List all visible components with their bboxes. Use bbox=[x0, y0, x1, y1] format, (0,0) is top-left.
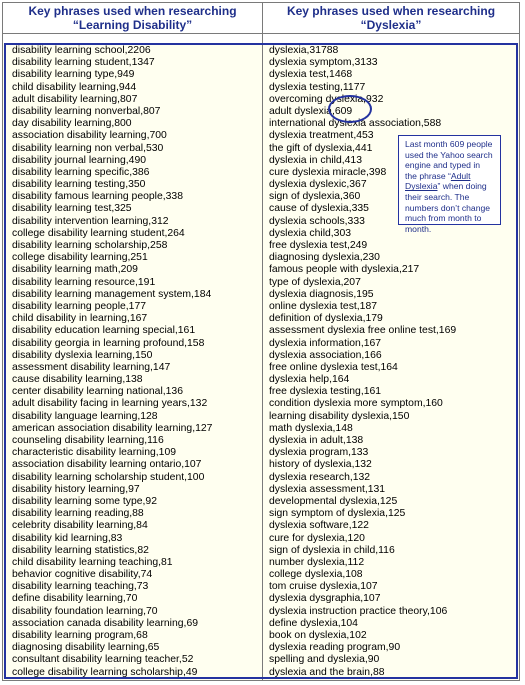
list-item: definition of dyslexia,179 bbox=[269, 313, 383, 325]
list-item: disability learning program,68 bbox=[12, 630, 148, 641]
list-item: dyslexia diagnosis,195 bbox=[269, 288, 374, 300]
list-item: dyslexia information,167 bbox=[269, 337, 382, 349]
list-item: number dyslexia,112 bbox=[269, 556, 365, 568]
list-item: free online dyslexia test,164 bbox=[269, 361, 398, 373]
list-item: overcoming dyslexia,932 bbox=[269, 93, 384, 105]
list-item: association canada disability learning,69 bbox=[12, 617, 198, 629]
list-item: sign of dyslexia in child,116 bbox=[269, 544, 395, 556]
list-item: diagnosing dyslexia,230 bbox=[269, 252, 380, 264]
callout-note bbox=[398, 135, 501, 234]
list-item: dyslexia schools,333 bbox=[269, 215, 365, 227]
list-item: dyslexia in child,413 bbox=[269, 154, 362, 166]
header-left-line1: Key phrases used when researching bbox=[28, 4, 237, 18]
list-item: define dyslexia,104 bbox=[269, 617, 358, 629]
list-item: disability learning school,2206 bbox=[12, 45, 151, 56]
list-item: child disability learning,944 bbox=[12, 81, 137, 93]
list-item: disability learning student,1347 bbox=[12, 57, 155, 69]
list-item: association disability learning,700 bbox=[12, 130, 167, 142]
list-item: dyslexia testing,1177 bbox=[269, 81, 366, 93]
list-item: book on dyslexia,102 bbox=[269, 630, 367, 641]
list-item: dyslexia and the brain,88 bbox=[269, 666, 385, 678]
list-item: math dyslexia,148 bbox=[269, 422, 353, 434]
list-item: dyslexia dyslexic,367 bbox=[269, 179, 367, 191]
list-item: college disability learning scholarship,49 bbox=[12, 666, 198, 678]
list-item: center disability learning national,136 bbox=[12, 386, 183, 398]
list-item: disability journal learning,490 bbox=[12, 154, 147, 166]
list-item: consultant disability learning teacher,52 bbox=[12, 654, 194, 666]
list-item: assessment dyslexia free online test,169 bbox=[269, 325, 457, 337]
list-item: type of dyslexia,207 bbox=[269, 276, 361, 288]
list-item: cure dyslexia miracle,398 bbox=[269, 166, 387, 178]
list-item: the gift of dyslexia,441 bbox=[269, 142, 373, 154]
list-item: define disability learning,70 bbox=[12, 593, 138, 605]
list-item: tom cruise dyslexia,107 bbox=[269, 581, 378, 593]
list-item: cause of dyslexia,335 bbox=[269, 203, 369, 215]
list-item: college dyslexia,108 bbox=[269, 569, 363, 581]
header-right-line1: Key phrases used when researching bbox=[286, 4, 496, 18]
list-item: dyslexia in adult,138 bbox=[269, 435, 364, 446]
list-item: disability georgia in learning profound,158 bbox=[12, 337, 205, 349]
list-item: college disability learning,251 bbox=[12, 252, 148, 264]
list-item: sign symptom of dyslexia,125 bbox=[269, 508, 406, 520]
list-item: famous people with dyslexia,217 bbox=[269, 264, 420, 276]
list-item: dyslexia symptom,3133 bbox=[269, 57, 378, 69]
list-item: dyslexia program,133 bbox=[269, 447, 369, 459]
list-item: disability learning math,209 bbox=[12, 264, 138, 276]
list-item: dyslexia dysgraphia,107 bbox=[269, 593, 381, 605]
callout-text-start: Last month 609 people used the Yahoo search engine and typed in the phrase “ bbox=[405, 139, 493, 181]
list-item: international dyslexia association,588 bbox=[269, 118, 442, 130]
callout-adult-dyslexia-link[interactable]: Adult Dyslexia bbox=[405, 170, 471, 192]
list-item: association disability learning ontario,107 bbox=[12, 459, 202, 471]
list-item: history of dyslexia,132 bbox=[269, 459, 372, 471]
list-item: disability education learning special,161 bbox=[12, 325, 196, 337]
list-item: dyslexia reading program,90 bbox=[269, 642, 401, 654]
header-dyslexia bbox=[263, 3, 519, 33]
list-item: dyslexia instruction practice theory,106 bbox=[269, 605, 448, 617]
list-item: disability intervention learning,312 bbox=[12, 215, 169, 227]
header-spacer-row bbox=[3, 34, 519, 43]
list-item: day disability learning,800 bbox=[12, 118, 132, 130]
callout-text-end: ” when doing their search. The numbers don’t change much from month to month. bbox=[405, 181, 491, 234]
list-item: cause disability learning,138 bbox=[12, 374, 143, 386]
list-item: learning disability dyslexia,150 bbox=[269, 410, 410, 422]
list-item: counseling disability learning,116 bbox=[12, 435, 164, 446]
header-left-line2: “Learning Disability” bbox=[72, 18, 193, 32]
list-item: disability language learning,128 bbox=[12, 410, 158, 422]
list-item: college disability learning student,264 bbox=[12, 227, 185, 239]
list-item: disability learning some type,92 bbox=[12, 495, 157, 507]
list-item: disability famous learning people,338 bbox=[12, 191, 183, 203]
list-item: dyslexia help,164 bbox=[269, 374, 350, 386]
list-item: dyslexia assessment,131 bbox=[269, 483, 386, 495]
list-item: adult dyslexia,609 bbox=[269, 105, 353, 117]
list-item: dyslexia treatment,453 bbox=[269, 130, 374, 142]
highlight-circle-609 bbox=[328, 95, 372, 123]
list-item: disability kid learning,83 bbox=[12, 532, 123, 544]
list-item: sign of dyslexia,360 bbox=[269, 191, 361, 203]
list-item: disability learning management system,184 bbox=[12, 288, 212, 300]
list-item: disability learning teaching,73 bbox=[12, 581, 149, 593]
list-item: disability learning non verbal,530 bbox=[12, 142, 164, 154]
list-item: child disability learning teaching,81 bbox=[12, 556, 173, 568]
list-item: dyslexia test,1468 bbox=[269, 69, 353, 81]
list-item: cure for dyslexia,120 bbox=[269, 532, 365, 544]
list-item: free dyslexia testing,161 bbox=[269, 386, 382, 398]
list-item: dyslexia child,303 bbox=[269, 227, 352, 239]
list-item: disability foundation learning,70 bbox=[12, 605, 158, 617]
list-item: disability learning resource,191 bbox=[12, 276, 156, 288]
learning-disability-phrase-list bbox=[12, 45, 212, 679]
list-item: disability dyslexia learning,150 bbox=[12, 349, 153, 361]
list-item: disability history learning,97 bbox=[12, 483, 140, 495]
list-item: dyslexia software,122 bbox=[269, 520, 369, 532]
list-item: disability learning nonverbal,807 bbox=[12, 105, 161, 117]
list-item: spelling and dyslexia,90 bbox=[269, 654, 380, 666]
list-item: disability learning statistics,82 bbox=[12, 544, 149, 556]
list-item: free dyslexia test,249 bbox=[269, 240, 368, 251]
list-item: adult disability facing in learning years,132 bbox=[12, 398, 208, 410]
header-learning-disability bbox=[3, 3, 262, 33]
keyword-table bbox=[2, 2, 520, 681]
header-right-line2: “Dyslexia” bbox=[360, 18, 422, 32]
list-item: american association disability learning,127 bbox=[12, 422, 213, 434]
list-item: assessment disability learning,147 bbox=[12, 361, 171, 373]
list-item: dyslexia association,166 bbox=[269, 349, 382, 361]
list-item: disability learning people,177 bbox=[12, 300, 147, 312]
list-item: condition dyslexia more symptom,160 bbox=[269, 398, 443, 410]
list-item: online dyslexia test,187 bbox=[269, 300, 378, 312]
list-item: disability learning test,325 bbox=[12, 203, 132, 215]
list-item: disability learning scholarship student,100 bbox=[12, 471, 205, 483]
list-item: diagnosing disability learning,65 bbox=[12, 642, 160, 654]
list-item: child disability in learning,167 bbox=[12, 313, 148, 325]
list-item: celebrity disability learning,84 bbox=[12, 520, 148, 532]
list-item: disability learning reading,88 bbox=[12, 508, 144, 520]
list-item: characteristic disability learning,109 bbox=[12, 447, 177, 459]
list-item: disability learning type,949 bbox=[12, 69, 135, 81]
table-header bbox=[3, 3, 519, 34]
list-item: disability learning specific,386 bbox=[12, 166, 150, 178]
list-item: dyslexia,31788 bbox=[269, 45, 339, 56]
list-item: behavior cognitive disability,74 bbox=[12, 569, 153, 581]
list-item: disability learning testing,350 bbox=[12, 179, 146, 191]
list-item: developmental dyslexia,125 bbox=[269, 495, 398, 507]
list-item: adult disability learning,807 bbox=[12, 93, 138, 105]
list-item: disability learning scholarship,258 bbox=[12, 240, 168, 251]
list-item: dyslexia research,132 bbox=[269, 471, 371, 483]
